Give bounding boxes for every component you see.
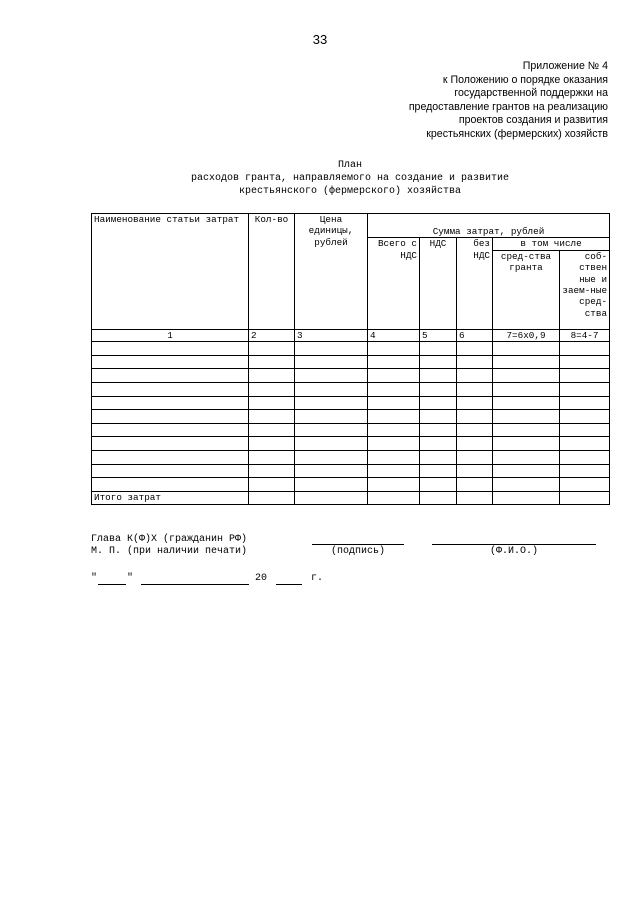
appendix-line: предоставление грантов на реализацию <box>408 100 608 113</box>
head-label: Глава К(Ф)Х (гражданин РФ) <box>91 534 248 545</box>
year-line[interactable] <box>276 584 302 585</box>
header-vat: НДС <box>420 238 457 329</box>
page-number: 33 <box>312 32 328 47</box>
column-number: 6 <box>457 329 493 341</box>
table-row <box>92 369 610 383</box>
table-row <box>92 410 610 424</box>
title-line-1: План <box>337 160 362 171</box>
table-row <box>92 423 610 437</box>
signature-caption: (подпись) <box>330 546 385 557</box>
date-quote-open: " <box>91 573 98 584</box>
appendix-header <box>409 60 608 141</box>
table-row <box>92 437 610 451</box>
header-sum: Сумма затрат, рублей <box>368 214 610 238</box>
column-number-row <box>92 329 610 341</box>
column-number: 5 <box>420 329 457 341</box>
header-own: соб-ствен ные и заем-ные сред-ства <box>560 250 610 329</box>
signature-line[interactable] <box>312 544 404 545</box>
total-row <box>92 491 610 505</box>
expense-plan-table <box>91 213 610 505</box>
header-name: Наименование статьи затрат <box>92 214 249 330</box>
appendix-line: государственной поддержки на <box>454 87 608 99</box>
column-number: 4 <box>368 329 420 341</box>
header-grant: сред-ства гранта <box>493 250 560 329</box>
year-suffix: г. <box>311 573 324 584</box>
table-row <box>92 396 610 410</box>
month-line[interactable] <box>141 584 249 585</box>
title-line-2: расходов гранта, направляемого на создание и развитие <box>190 173 510 184</box>
column-number: 1 <box>92 329 249 341</box>
table-row <box>92 355 610 369</box>
total-label: Итого затрат <box>92 491 249 505</box>
header-including: в том числе <box>493 238 610 250</box>
name-line[interactable] <box>432 544 596 545</box>
column-number: 7=6х0,9 <box>493 329 560 341</box>
document-title <box>0 159 640 198</box>
column-number: 2 <box>249 329 295 341</box>
table-row <box>92 478 610 492</box>
stamp-label: М. П. (при наличии печати) <box>91 546 248 557</box>
header-price: Цена единицы, рублей <box>295 214 368 330</box>
header-no-vat: без НДС <box>457 238 493 329</box>
table-row <box>92 464 610 478</box>
table-row <box>92 342 610 356</box>
column-number: 3 <box>295 329 368 341</box>
name-caption: (Ф.И.О.) <box>489 546 538 557</box>
day-line[interactable] <box>98 584 126 585</box>
appendix-line: к Положению о порядке оказания <box>442 73 608 86</box>
header-row <box>92 214 610 238</box>
appendix-line: Приложение № 4 <box>522 60 608 72</box>
title-line-3: крестьянского (фермерского) хозяйства <box>238 186 462 197</box>
table-row <box>92 383 610 397</box>
table-row <box>92 450 610 464</box>
appendix-line: крестьянских (фермерских) хозяйств <box>426 127 608 140</box>
appendix-line: проектов создания и развития <box>458 114 608 126</box>
column-number: 8=4-7 <box>560 329 610 341</box>
header-total-vat: Всего с НДС <box>368 238 420 329</box>
year-prefix: 20 <box>255 573 268 584</box>
date-quote-close: " <box>127 573 134 584</box>
header-qty: Кол-во <box>249 214 295 330</box>
